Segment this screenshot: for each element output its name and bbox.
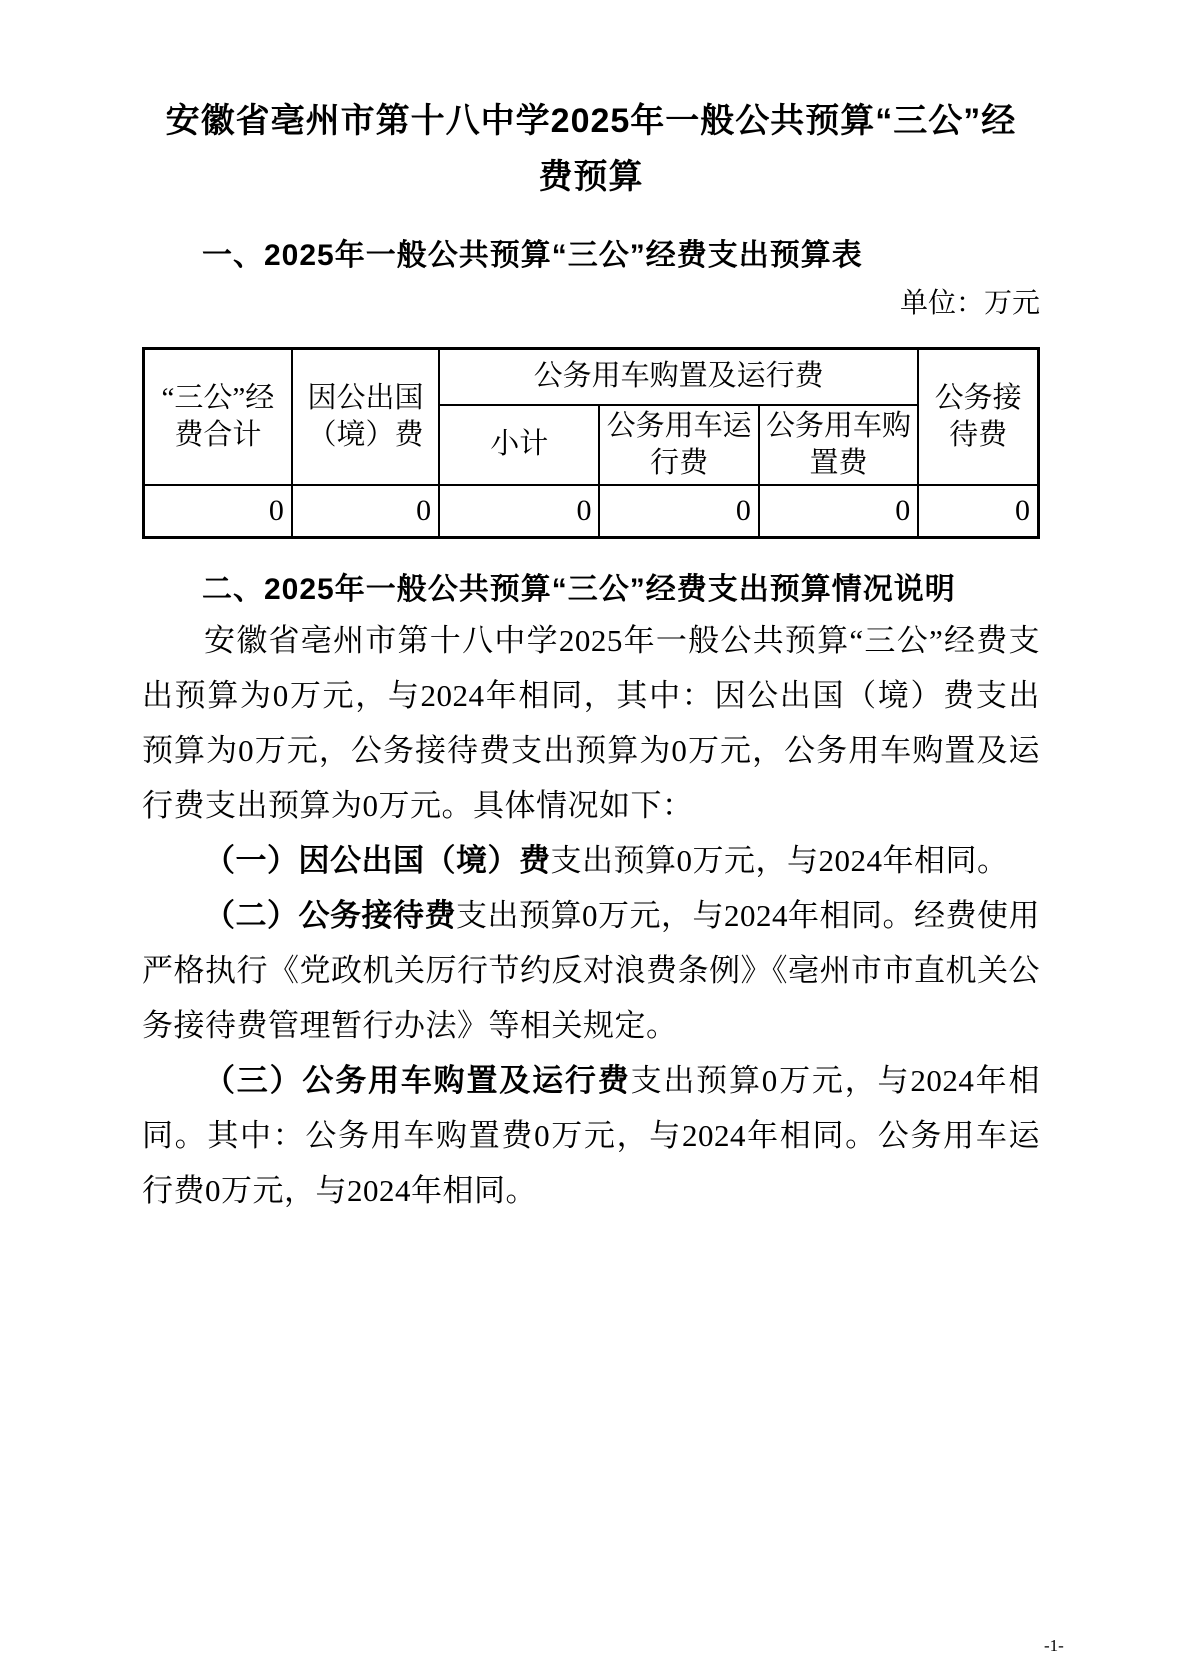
- table-header-vehicle-subtotal: 小计: [439, 405, 599, 485]
- paragraph-item1: [142, 833, 1040, 888]
- table-value-vehicle-subtotal: 0: [439, 485, 599, 538]
- table-header-total: “三公”经费合计: [144, 349, 292, 485]
- table-value-abroad: 0: [292, 485, 439, 538]
- page-number: -1-: [1044, 1636, 1064, 1655]
- section1-heading: 一、2025年一般公共预算“三公”经费支出预算表: [202, 239, 863, 272]
- table-data-row: [144, 485, 1039, 538]
- document-title: 安徽省亳州市第十八中学2025年一般公共预算“三公”经费预算: [165, 102, 1017, 196]
- paragraph-intro-text: 安徽省亳州市第十八中学2025年一般公共预算“三公”经费支出预算为0万元，与2024年相同，其中：因公出国（境）费支出预算为0万元，公务接待费支出预算为0万元，公务用车购置及运行费支出预算为0万元。具体情况如下：: [142, 623, 1040, 823]
- budget-table: [142, 347, 1040, 539]
- table-header-vehicle-group: 公务用车购置及运行费: [439, 349, 918, 405]
- paragraph-item2: [142, 888, 1040, 1053]
- table-header-reception: 公务接待费: [918, 349, 1038, 485]
- paragraph-item3-text: 支出预算0万元，与2024年相同。其中：公务用车购置费0万元，与2024年相同。公务用车运行费0万元，与2024年相同。: [142, 1063, 1040, 1208]
- table-value-vehicle-operation: 0: [599, 485, 758, 538]
- table-value-reception: 0: [918, 485, 1038, 538]
- table-header-abroad: 因公出国（境）费: [292, 349, 439, 485]
- table-value-vehicle-purchase: 0: [759, 485, 918, 538]
- paragraph-item2-text: 支出预算0万元，与2024年相同。经费使用严格执行《党政机关厉行节约反对浪费条例》《亳州市市直机关公务接待费管理暂行办法》等相关规定。: [142, 898, 1040, 1043]
- unit-label: 单位：万元: [899, 288, 1040, 319]
- paragraph-item1-lead: （一）因公出国（境）费: [204, 843, 551, 878]
- table-header-row-1: [144, 349, 1039, 405]
- table-header-vehicle-purchase: 公务用车购置费: [759, 405, 918, 485]
- paragraph-item3: [142, 1053, 1040, 1218]
- table-header-vehicle-operation: 公务用车运行费: [599, 405, 758, 485]
- paragraph-intro: [142, 613, 1040, 833]
- paragraph-item2-lead: （二）公务接待费: [204, 898, 456, 933]
- paragraph-item1-text: 支出预算0万元，与2024年相同。: [550, 843, 1009, 878]
- section2-heading: 二、2025年一般公共预算“三公”经费支出预算情况说明: [202, 573, 956, 606]
- paragraph-item3-lead: （三）公务用车购置及运行费: [204, 1063, 631, 1098]
- section2-body: [142, 613, 1040, 1218]
- table-value-total: 0: [144, 485, 292, 538]
